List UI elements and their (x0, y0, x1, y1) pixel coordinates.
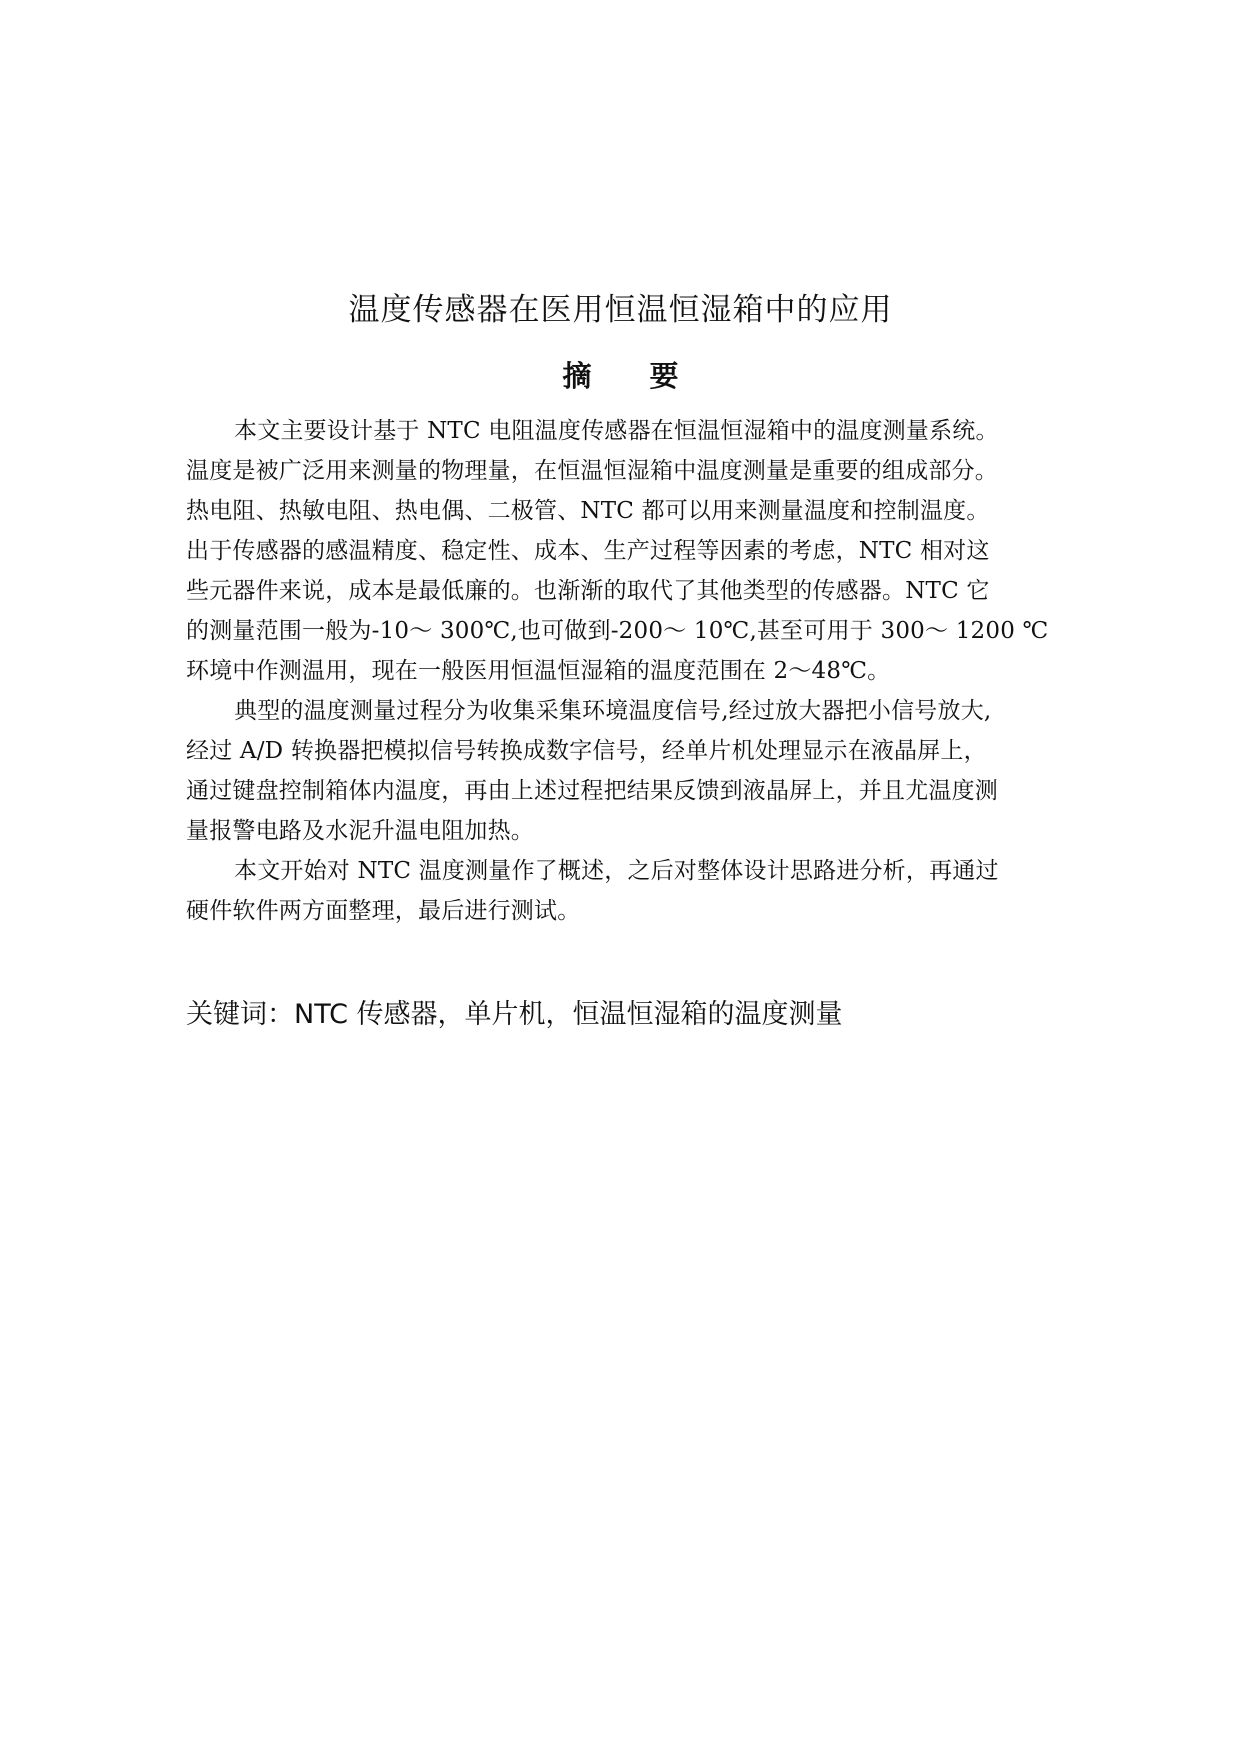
abstract-line: 本文开始对 NTC 温度测量作了概述，之后对整体设计思路进分析，再通过 (234, 858, 999, 884)
abstract-line: 温度是被广泛用来测量的物理量，在恒温恒湿箱中温度测量是重要的组成部分。 (186, 458, 998, 484)
abstract-line: 本文主要设计基于 NTC 电阻温度传感器在恒温恒湿箱中的温度测量系统。 (234, 418, 999, 444)
document-title: 温度传感器在医用恒温恒湿箱中的应用 (348, 292, 893, 328)
abstract-line: 些元器件来说，成本是最低廉的。也渐渐的取代了其他类型的传感器。NTC 它 (186, 578, 990, 604)
abstract-line: 热电阻、热敏电阻、热电偶、二极管、NTC 都可以用来测量温度和控制温度。 (186, 498, 990, 524)
keywords-line: 关键词：NTC 传感器，单片机，恒温恒湿箱的温度测量 (186, 999, 843, 1030)
abstract-line: 出于传感器的感温精度、稳定性、成本、生产过程等因素的考虑，NTC 相对这 (186, 538, 990, 564)
abstract-line: 典型的温度测量过程分为收集采集环境温度信号,经过放大器把小信号放大, (234, 698, 992, 724)
abstract-heading: 摘 要 (562, 359, 679, 393)
abstract-line: 量报警电路及水泥升温电阻加热。 (186, 818, 534, 844)
abstract-line: 环境中作测温用，现在一般医用恒温恒湿箱的温度范围在 2～48℃。 (186, 658, 891, 684)
abstract-body (186, 411, 1076, 931)
abstract-line: 经过 A/D 转换器把模拟信号转换成数字信号，经单片机处理显示在液晶屏上， (186, 738, 987, 764)
abstract-line: 通过键盘控制箱体内温度，再由上述过程把结果反馈到液晶屏上，并且尤温度测 (186, 778, 998, 804)
abstract-line: 硬件软件两方面整理，最后进行测试。 (186, 898, 581, 924)
abstract-line: 的测量范围一般为-10～ 300℃,也可做到-200～ 10℃,甚至可用于 300～ 1200 ℃ (186, 618, 1049, 644)
